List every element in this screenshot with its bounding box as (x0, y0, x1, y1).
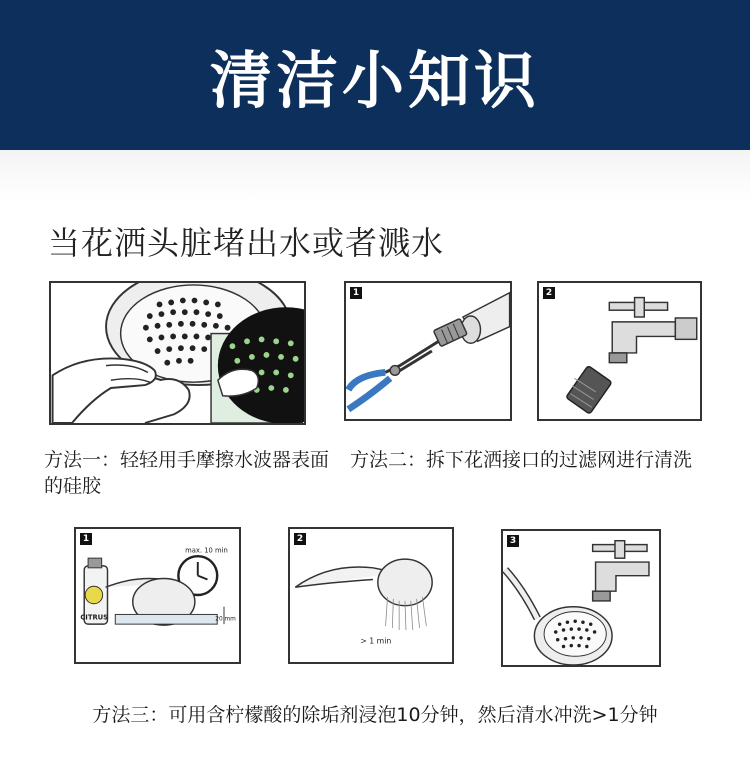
step-badge: 1 (80, 533, 92, 545)
method-three-caption: 方法三：可用含柠檬酸的除垢剂浸泡10分钟，然后清水冲洗>1分钟 (92, 704, 658, 726)
faucet-svg (539, 283, 700, 419)
depth-label: 20 mm (215, 616, 236, 623)
page-header (0, 0, 750, 150)
header-title: 清洁小知识 (209, 43, 540, 117)
header-shadow-band (0, 150, 750, 200)
illustration-faucet-filter (537, 281, 702, 421)
illustration-pliers-filter (344, 281, 512, 421)
illustration-faucet-rinse (501, 529, 661, 667)
soak-svg (76, 529, 239, 662)
hand-rubbing-svg (51, 283, 304, 423)
method-two-caption: 方法二：拆下花洒接口的过滤网进行清洗 (350, 449, 693, 471)
pliers-svg (346, 283, 510, 419)
illustration-hand-rubbing (49, 281, 306, 425)
step-badge: 1 (350, 287, 362, 299)
step-badge: 3 (507, 535, 519, 547)
faucet-rinse-svg (503, 531, 659, 665)
rinse-svg (290, 529, 452, 662)
illustration-soak-timer (74, 527, 241, 664)
time-label: > 1 min (360, 636, 392, 646)
step-badge: 2 (543, 287, 555, 299)
bottle-label: CITRUS (80, 613, 109, 622)
timer-label: max. 10 min (185, 546, 228, 555)
method-one-caption: 方法一：轻轻用手摩擦水波器表面的硅胶 (44, 449, 330, 497)
illustration-rinse (288, 527, 454, 664)
step-badge: 2 (294, 533, 306, 545)
section-title: 当花洒头脏堵出水或者溅水 (48, 224, 445, 262)
